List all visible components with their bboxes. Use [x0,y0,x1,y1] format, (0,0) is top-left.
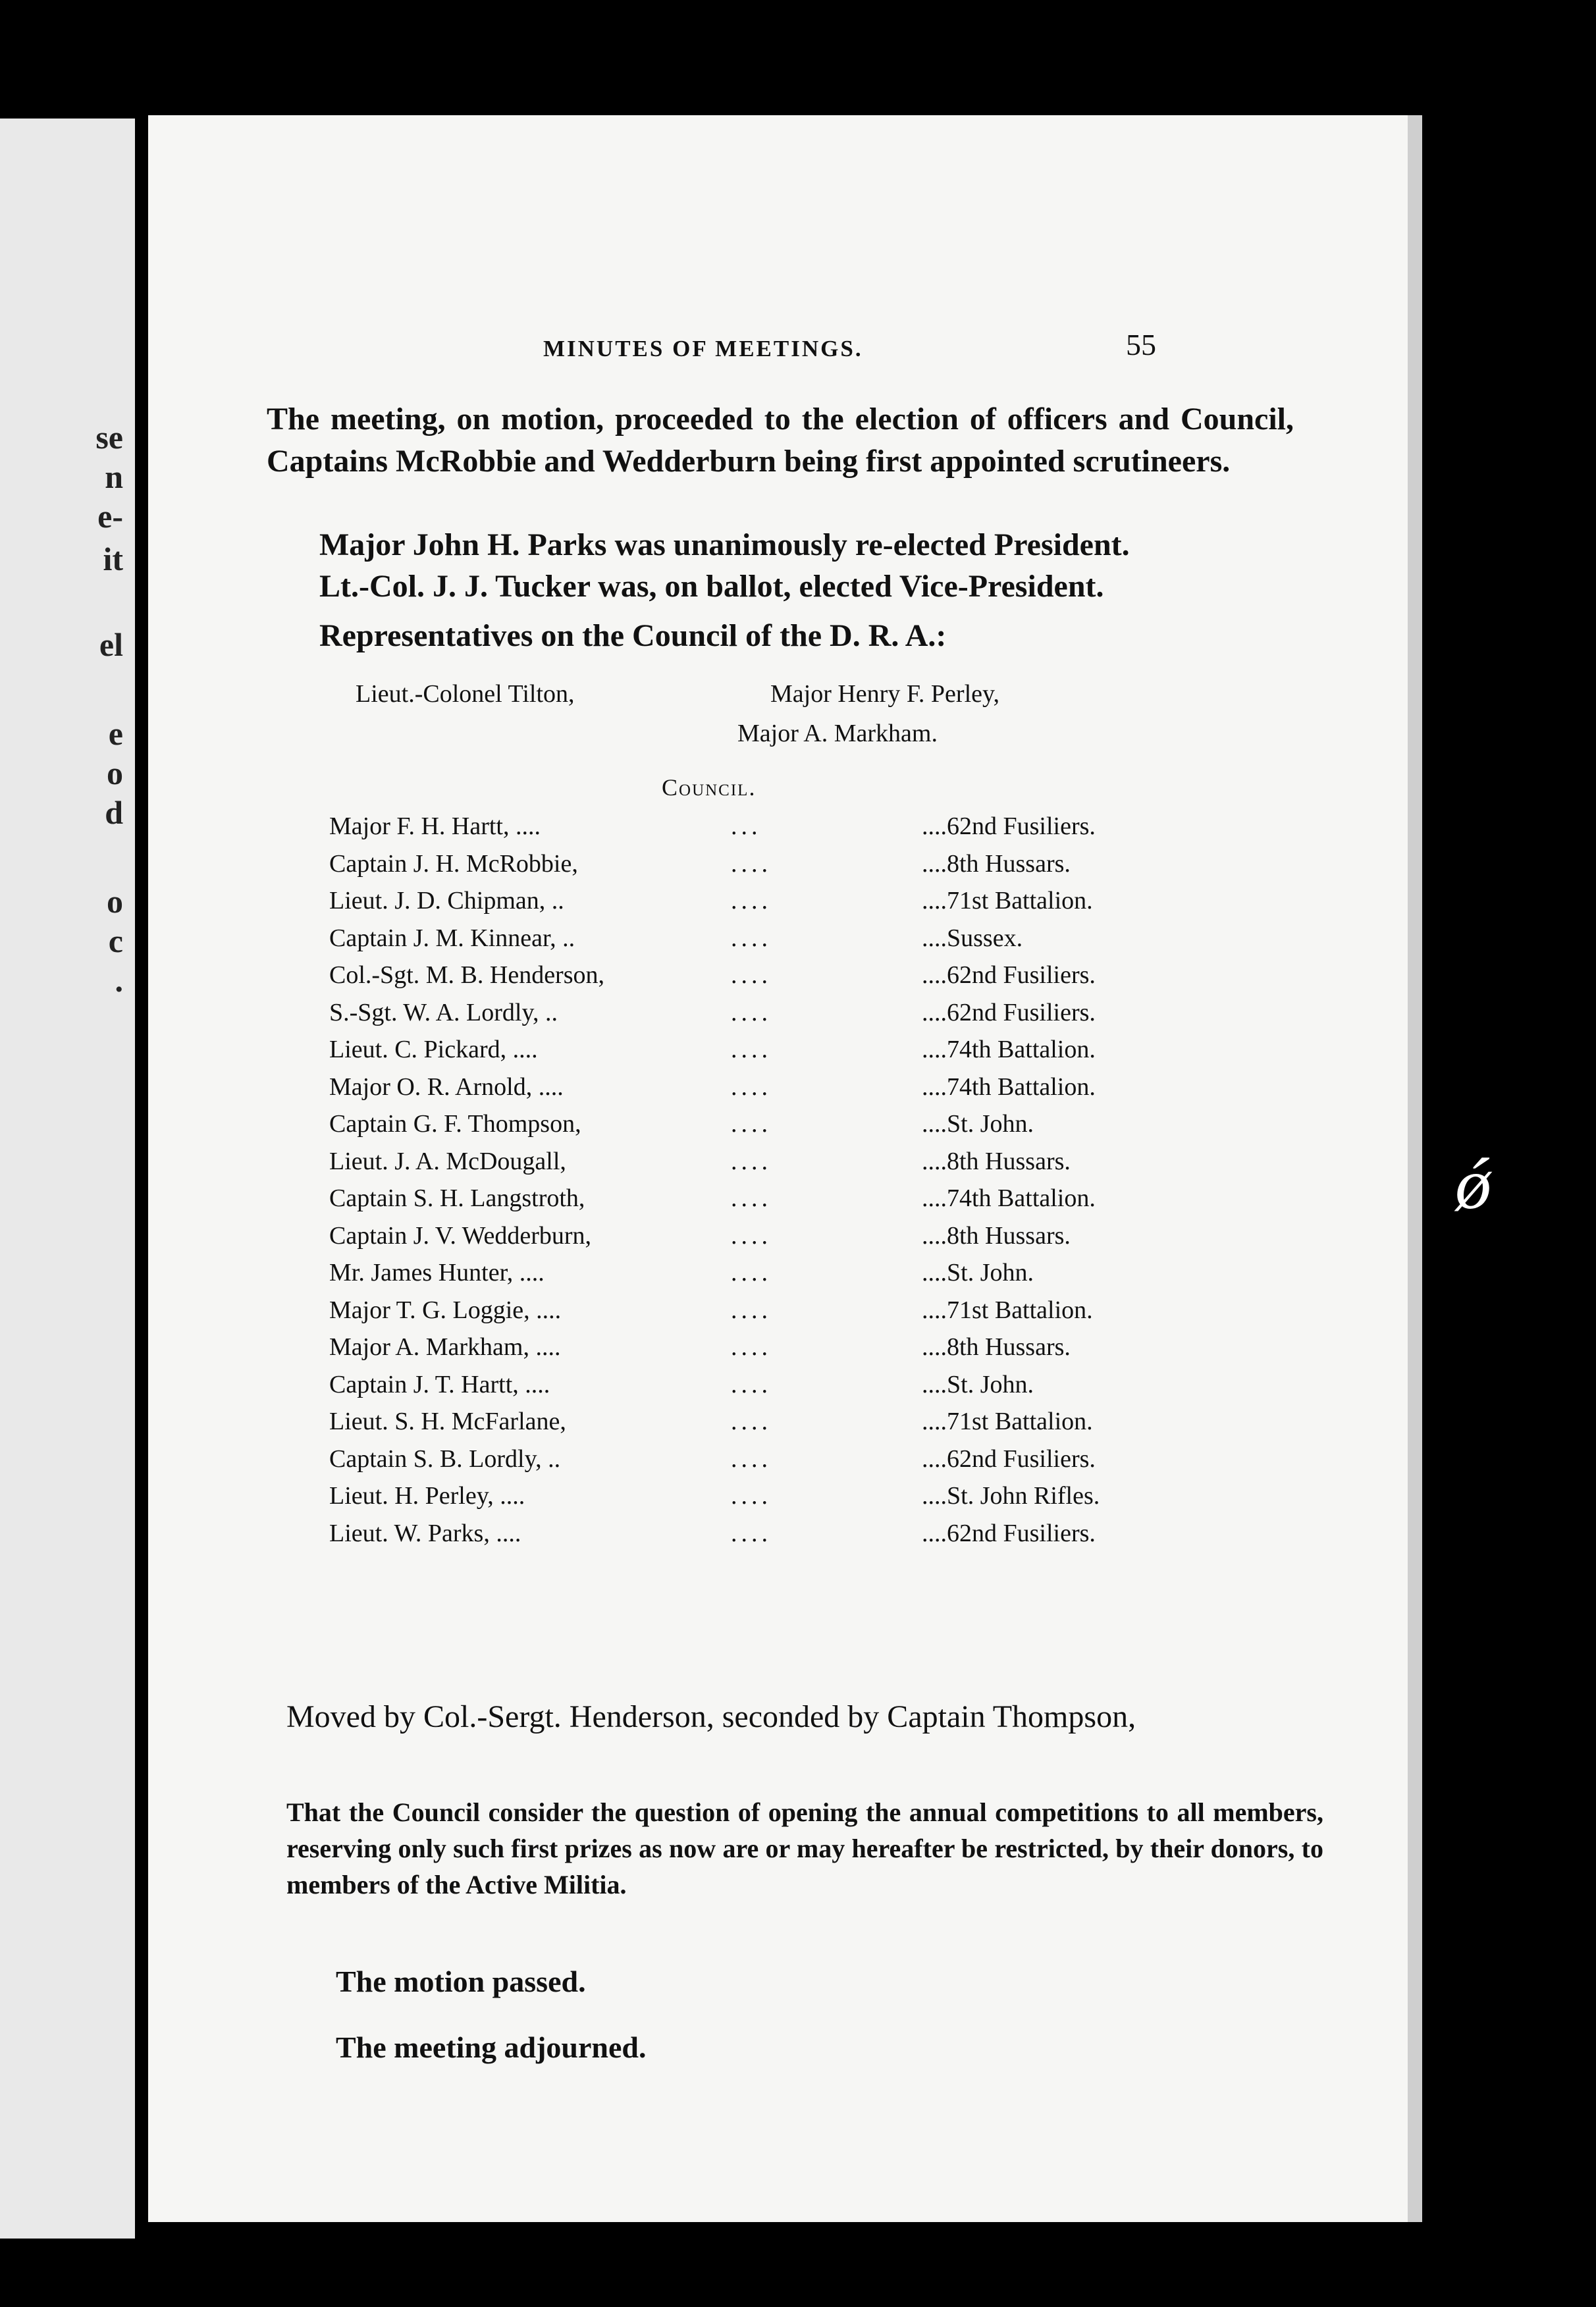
council-member-name: Captain G. F. Thompson, [329,1110,581,1138]
council-member-row [329,1515,1264,1552]
council-member-row [329,957,1264,994]
council-member-leader: .... [731,1147,772,1175]
book-page [148,115,1422,2222]
council-member-leader: .... [731,1370,772,1398]
council-member-name: Lieut. H. Perley, .... [329,1482,525,1510]
council-member-leader: .... [731,1259,772,1286]
facing-page-fragment: c [108,922,123,959]
representatives-heading: Representatives on the Council of the D. R. A.: [319,618,947,653]
council-member-unit: ....62nd Fusiliers. [922,961,1096,989]
facing-page-fragment: it [103,541,123,577]
council-member-leader: .... [731,1445,772,1473]
council-member-row [329,1441,1264,1478]
council-member-unit: ....71st Battalion. [922,1408,1093,1435]
facing-page-edge [0,119,135,2239]
council-member-row [329,1031,1264,1069]
council-member-row [329,1217,1264,1255]
council-member-row [329,1105,1264,1143]
council-member-leader: .... [731,1519,772,1547]
facing-page-fragment: e- [97,498,123,535]
running-head: MINUTES OF MEETINGS. [543,336,863,361]
council-member-row [329,1403,1264,1441]
representative-name: Major Henry F. Perley, [770,680,1000,708]
council-member-unit: ....62nd Fusiliers. [922,812,1096,840]
council-member-unit: ....74th Battalion. [922,1184,1096,1212]
representative-name: Major A. Markham. [737,720,938,747]
council-member-leader: .... [731,961,772,989]
council-member-name: Major T. G. Loggie, .... [329,1296,562,1324]
council-member-row [329,1069,1264,1106]
council-member-leader: .... [731,1482,772,1510]
council-member-name: Captain S. B. Lordly, .. [329,1445,561,1473]
council-member-name: Captain J. H. McRobbie, [329,849,578,878]
council-member-unit: ....St. John. [922,1370,1034,1398]
council-member-unit: ....62nd Fusiliers. [922,1519,1096,1547]
council-member-leader: .... [731,887,772,915]
council-member-leader: .... [731,1333,772,1361]
council-member-row [329,1477,1264,1515]
council-member-unit: ....St. John. [922,1110,1034,1138]
council-member-leader: .... [731,849,772,878]
council-member-name: Lieut. C. Pickard, .... [329,1036,538,1063]
facing-page-fragment: el [99,626,123,663]
council-member-leader: .... [731,1408,772,1435]
motion-result: The motion passed. [336,1965,586,1998]
motion-paragraph: Moved by Col.-Sergt. Henderson, seconded by Captain Thompson, [286,1699,1136,1734]
facing-page-fragment: se [95,419,123,456]
facing-page-fragment: n [105,458,123,495]
facing-page-fragment: . [115,962,123,999]
council-member-leader: .... [731,1036,772,1063]
president-paragraph: Major John H. Parks was unanimously re-elected President. [319,527,1130,562]
resolution-paragraph: That the Council consider the question of opening the annual competitions to all members, reserving only such first prizes as now are or may hereafter be restricted, by their donors, to members of the Active Militia. [286,1797,1323,1899]
council-list [329,808,1264,1552]
facing-page-fragment: o [107,883,123,920]
council-member-name: Lieut. J. A. McDougall, [329,1147,566,1175]
council-member-name: Mr. James Hunter, .... [329,1259,545,1286]
intro-paragraph: The meeting, on motion, proceeded to the election of officers and Council, Captains McRobbie and Wedderburn being first appointed scrutineers. [267,402,1294,479]
page-number: 55 [1126,328,1156,361]
council-member-name: Lieut. W. Parks, .... [329,1519,521,1547]
council-member-name: Lieut. S. H. McFarlane, [329,1408,566,1435]
council-member-unit: ....74th Battalion. [922,1036,1096,1063]
meeting-adjourned: The meeting adjourned. [336,2030,647,2064]
vice-president-paragraph: Lt.-Col. J. J. Tucker was, on ballot, elected Vice-President. [319,569,1104,604]
council-member-name: Lieut. J. D. Chipman, .. [329,887,564,915]
council-member-unit: ....8th Hussars. [922,1333,1071,1361]
council-member-leader: .... [731,1221,772,1250]
council-member-row [329,920,1264,957]
representative-name: Lieut.-Colonel Tilton, [356,680,575,708]
council-member-unit: ....8th Hussars. [922,849,1071,878]
council-member-leader: .... [731,998,772,1026]
council-member-unit: ....71st Battalion. [922,1296,1093,1324]
council-member-leader: .... [731,1296,772,1324]
council-member-row [329,1329,1264,1366]
council-member-leader: .... [731,1110,772,1138]
facing-page-fragment: e [108,715,123,752]
council-member-row [329,808,1264,845]
council-member-row [329,845,1264,883]
council-member-name: Captain J. T. Hartt, .... [329,1370,550,1398]
council-member-row [329,882,1264,920]
council-member-row [329,1143,1264,1180]
council-member-unit: ....8th Hussars. [922,1221,1071,1250]
council-member-row [329,1366,1264,1404]
council-member-leader: ... [731,812,762,840]
council-member-leader: .... [731,924,772,952]
council-member-name: Col.-Sgt. M. B. Henderson, [329,961,604,989]
council-member-name: S.-Sgt. W. A. Lordly, .. [329,998,558,1026]
council-member-unit: ....8th Hussars. [922,1147,1071,1175]
facing-page-fragment: d [105,794,123,831]
council-member-row [329,994,1264,1032]
council-member-name: Captain S. H. Langstroth, [329,1184,585,1212]
council-member-unit: ....74th Battalion. [922,1073,1096,1101]
council-member-unit: ....Sussex. [922,924,1023,952]
council-member-leader: .... [731,1184,772,1212]
council-member-name: Captain J. V. Wedderburn, [329,1221,592,1250]
council-member-name: Captain J. M. Kinnear, .. [329,924,575,952]
council-heading: Council. [662,774,757,801]
council-member-name: Major O. R. Arnold, .... [329,1073,564,1101]
council-member-unit: ....71st Battalion. [922,887,1093,915]
council-member-row [329,1180,1264,1217]
council-member-name: Major F. H. Hartt, .... [329,812,541,840]
facing-page-fragment: o [107,755,123,791]
council-member-unit: ....St. John. [922,1259,1034,1286]
margin-pencil-mark: ǿ [1455,1144,1491,1224]
council-member-row [329,1292,1264,1329]
council-member-leader: .... [731,1073,772,1101]
council-member-unit: ....62nd Fusiliers. [922,998,1096,1026]
council-member-row [329,1254,1264,1292]
council-member-unit: ....62nd Fusiliers. [922,1445,1096,1473]
council-member-name: Major A. Markham, .... [329,1333,561,1361]
council-member-unit: ....St. John Rifles. [922,1482,1100,1510]
